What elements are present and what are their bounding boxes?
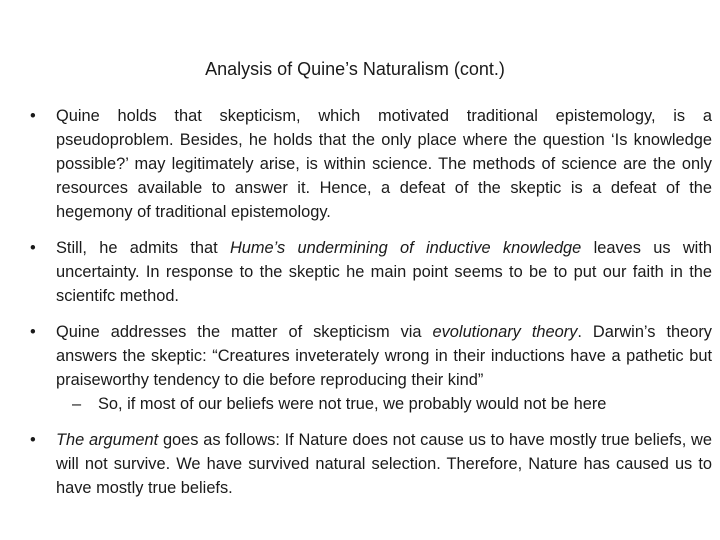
bullet-text-lead: Still, he admits that bbox=[56, 239, 230, 257]
bullet-text bbox=[56, 236, 712, 308]
bullet-item bbox=[30, 320, 712, 416]
bullet-text-emphasis: evolutionary theory bbox=[432, 323, 578, 341]
bullet-item bbox=[30, 236, 712, 308]
bullet-text-rest: leaves us with uncertainty. In response to the skeptic he main point seems to be to put our faith in the scientifc method. bbox=[56, 239, 712, 305]
bullet-marker: • bbox=[30, 107, 36, 125]
sub-bullet-marker: – bbox=[72, 395, 82, 413]
bullet-marker: • bbox=[30, 239, 36, 257]
slide-title: Analysis of Quine’s Naturalism (cont.) bbox=[205, 59, 505, 79]
bullet-marker: • bbox=[30, 431, 36, 449]
bullet-text bbox=[56, 320, 712, 392]
bullet-text: Quine holds that skepticism, which motivated traditional epistemology, is a pseudoproblem. Besides, he holds that the only place where the question ‘Is knowledge possible?’ may legitimately arise, is within science. The methods of science are the only resources available to answer it. Hence, a defeat of the skeptic is a defeat of the hegemony of traditional epistemology. bbox=[56, 107, 712, 221]
bullet-item bbox=[30, 104, 712, 224]
bullet-list bbox=[30, 104, 712, 512]
bullet-text-rest: . Darwin’s theory answers the skeptic: “Creatures inveterately wrong in their inductions have a pathetic but praiseworthy tendency to die before reproducing their kind” bbox=[56, 323, 712, 389]
bullet-item bbox=[30, 428, 712, 500]
bullet-text-emphasis: Hume’s undermining of inductive knowledge bbox=[229, 239, 582, 257]
bullet-text-lead: Quine addresses the matter of skepticism via bbox=[56, 323, 433, 341]
bullet-text-rest: goes as follows: If Nature does not cause us to have mostly true beliefs, we will not survive. We have survived natural selection. Therefore, Nature has caused us to have mostly true beliefs. bbox=[56, 431, 712, 497]
sub-bullet-text: So, if most of our beliefs were not true, we probably would not be here bbox=[98, 395, 607, 413]
sub-bullet-item bbox=[56, 392, 712, 416]
bullet-text-emphasis: The argument bbox=[56, 431, 159, 449]
bullet-text bbox=[56, 428, 712, 500]
bullet-marker: • bbox=[30, 323, 36, 341]
